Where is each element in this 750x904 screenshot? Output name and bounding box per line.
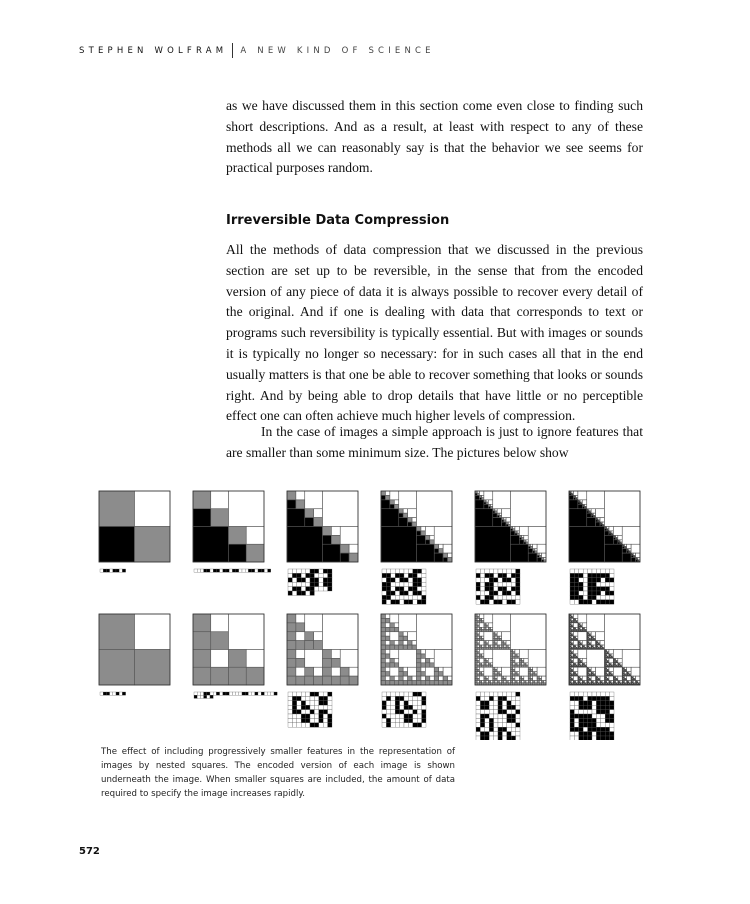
nested-square-image: [99, 491, 170, 562]
nested-square-image: [569, 491, 640, 562]
encoded-bits-strip: [100, 569, 126, 572]
encoded-bits-strip: [570, 692, 614, 740]
nested-square-image: [193, 491, 264, 562]
section-heading: Irreversible Data Compression: [226, 213, 450, 228]
header-book-title: A NEW KIND OF SCIENCE: [240, 45, 435, 56]
nested-square-image: [381, 614, 452, 685]
page-number: 572: [79, 846, 100, 857]
figure-caption: The effect of including progressively smaller features in the representation of images by nested squares. The encoded version of each image is shown underneath the image. When smaller squares are included, the amount of data required to specify the image increases rapidly.: [101, 747, 455, 799]
nested-square-image: [99, 614, 170, 685]
encoded-bits-strip: [382, 569, 426, 604]
body-paragraph-1: as we have discussed them in this section come even close to finding such short descriptions. And as a result, at least with respect to any of these methods all we can reasonably say is that the behavior we see seems for practical purposes random.: [226, 98, 643, 176]
nested-square-image: [475, 491, 546, 562]
nested-squares-figure: [0, 480, 750, 740]
body-paragraph-2: All the methods of data compression that we discussed in the previous section are set up to be reversible, in the sense that from the encoded version of any piece of data it is always possible to recover every detail of the original. And if one is dealing with data that corresponds to text or programs such reversibility is typically essential. But with images or sounds it is typically no longer so necessary: for in such cases all that in the end usually matters is that one be able to recover something that looks or sounds right. And by being able to drop details that have little or no perceptible effect one can often achieve much higher levels of compression.: [226, 242, 643, 424]
encoded-bits-strip: [476, 692, 520, 740]
encoded-bits-strip: [194, 692, 277, 698]
encoded-bits-strip: [570, 569, 614, 604]
encoded-bits-strip: [382, 692, 426, 727]
nested-square-image: [287, 491, 358, 562]
header-author: STEPHEN WOLFRAM: [79, 45, 228, 56]
nested-square-image: [475, 614, 546, 685]
body-paragraph-3: In the case of images a simple approach is just to ignore features that are smaller than some minimum size. The pictures below show: [226, 424, 643, 460]
nested-square-image: [193, 614, 264, 685]
running-header: [79, 43, 435, 58]
encoded-bits-strip: [288, 692, 332, 727]
encoded-bits-strip: [194, 569, 271, 572]
encoded-bits-strip: [476, 569, 520, 604]
header-separator: [232, 43, 233, 58]
nested-square-image: [569, 614, 640, 685]
nested-square-image: [287, 614, 358, 685]
encoded-bits-strip: [100, 692, 126, 695]
encoded-bits-strip: [288, 569, 332, 595]
nested-square-image: [381, 491, 452, 562]
